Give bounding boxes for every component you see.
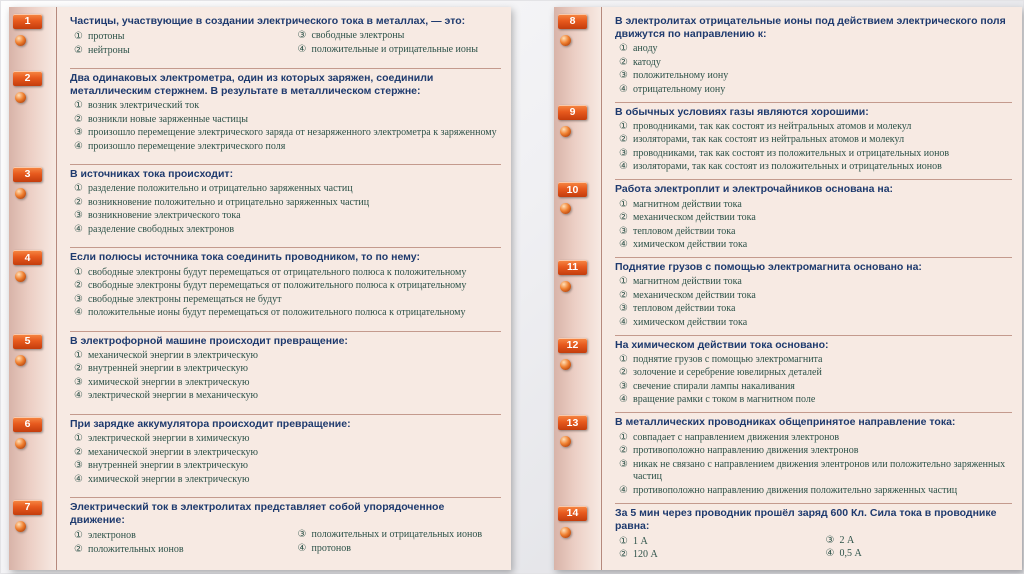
- option-text: 2 А: [839, 534, 855, 546]
- options-list: [615, 432, 1012, 498]
- question-title: За 5 мин через проводник прошёл заряд 600 Кл. Сила тока в проводнике равна:: [615, 506, 997, 532]
- answer-option: [70, 31, 278, 44]
- answer-option: [822, 535, 1013, 548]
- answer-option: [70, 447, 501, 460]
- option-text: разделение положительно и отрицательно заряженных частиц: [87, 183, 353, 195]
- bullet-sphere-icon: [560, 126, 571, 137]
- answer-option: [70, 377, 501, 390]
- question-number: 7: [24, 501, 31, 514]
- question-number: 12: [566, 339, 579, 352]
- option-number-icon: ④: [74, 223, 83, 235]
- option-number-icon: ③: [74, 293, 83, 305]
- option-number-icon: ②: [74, 280, 83, 291]
- question-number-badge: [13, 250, 42, 265]
- question-number: 9: [569, 106, 576, 119]
- answer-option: [615, 432, 1012, 445]
- answer-option: [615, 239, 1012, 252]
- answer-option: [70, 127, 501, 140]
- question-title: В металлических проводниках общепринятое направление тока:: [615, 416, 956, 429]
- option-number-icon: ③: [74, 460, 83, 471]
- option-text: положительных и отрицательных ионов: [311, 529, 483, 541]
- option-number-icon: ①: [619, 276, 628, 288]
- question-title: В обычных условиях газы являются хорошими:: [615, 105, 869, 118]
- answer-option: [615, 394, 1012, 407]
- option-number-icon: ④: [74, 473, 83, 485]
- option-number-icon: ①: [74, 349, 83, 361]
- question-block: [569, 12, 1012, 103]
- answer-option: [615, 57, 1012, 70]
- answer-option: [615, 445, 1012, 458]
- question-block: [24, 498, 501, 567]
- question-number-badge: [558, 260, 587, 275]
- question-block: [566, 180, 1012, 258]
- option-text: электрической энергии в механическую: [87, 390, 259, 402]
- option-number-icon: ③: [619, 458, 628, 470]
- option-number-icon: ④: [74, 390, 83, 402]
- option-number-icon: ①: [619, 120, 628, 132]
- option-number-icon: ④: [619, 239, 628, 251]
- question-number-badge: [13, 71, 42, 86]
- options-list: [615, 535, 1012, 563]
- options-list: [615, 276, 1012, 329]
- options-list: [70, 183, 501, 236]
- answer-option: [615, 226, 1012, 239]
- answer-option: [615, 199, 1012, 212]
- question-number-badge: [558, 105, 587, 120]
- question-number: 1: [24, 15, 31, 28]
- answer-option: [70, 350, 501, 363]
- option-number-icon: ④: [619, 316, 628, 328]
- question-title: Если полюсы источника тока соединить проводником, то по нему:: [70, 251, 421, 264]
- question-title: На химическом действии тока основано:: [615, 338, 829, 351]
- option-text: изоляторами, так как состоят из нейтральных атомов и молекул: [632, 134, 905, 146]
- option-text: положительные ионы будут перемещаться от положительного полюса к отрицательному: [87, 307, 466, 318]
- option-number-icon: ④: [825, 548, 835, 560]
- option-text: механическом действии тока: [632, 212, 756, 224]
- option-number-icon: ①: [74, 530, 83, 542]
- answer-option: [615, 549, 806, 562]
- option-text: положительному иону: [632, 70, 729, 82]
- option-text: произошло перемещение электрического поля: [87, 140, 286, 152]
- option-number-icon: ②: [619, 367, 628, 379]
- option-number-icon: ③: [619, 225, 628, 237]
- option-number-icon: ①: [619, 535, 628, 547]
- option-text: положительные и отрицательные ионы: [311, 43, 478, 55]
- question-block: [24, 165, 501, 248]
- question-title: В источниках тока происходит:: [70, 168, 234, 181]
- options-list: [615, 354, 1012, 407]
- option-text: свободные электроны будут перемещаться от отрицательного полюса к положительному: [87, 266, 467, 278]
- option-text: химической энергии в электрическую: [87, 473, 250, 485]
- bullet-sphere-icon: [560, 359, 571, 370]
- question-block: [24, 332, 501, 415]
- bullet-sphere-icon: [15, 92, 26, 103]
- option-number-icon: ④: [619, 394, 628, 406]
- option-number-icon: ④: [74, 307, 83, 318]
- option-text: аноду: [632, 43, 658, 55]
- options-list: [615, 43, 1012, 96]
- answer-option: [70, 544, 278, 557]
- option-text: произошло перемещение электрического заряда от незаряженного электрометра к заряженному: [87, 127, 497, 138]
- option-number-icon: ②: [74, 363, 83, 375]
- option-text: тепловом действии тока: [632, 225, 736, 237]
- answer-option: [70, 294, 501, 307]
- option-number-icon: ①: [74, 433, 83, 444]
- question-title: Электрический ток в электролитах представляет собой упорядоченное движение:: [70, 501, 445, 527]
- option-text: свободные электроны перемещаться не будут: [87, 293, 282, 305]
- option-text: протонов: [311, 542, 351, 554]
- answer-option: [70, 474, 501, 487]
- option-text: нейтроны: [87, 44, 130, 56]
- answer-option: [615, 276, 1012, 289]
- option-number-icon: ②: [619, 289, 628, 301]
- answer-option: [70, 460, 501, 473]
- bullet-sphere-icon: [15, 355, 26, 366]
- question-number-badge: [558, 182, 587, 197]
- option-text: катоду: [632, 56, 661, 68]
- option-number-icon: ④: [297, 542, 307, 554]
- option-number-icon: ①: [74, 183, 83, 195]
- answer-option: [615, 290, 1012, 303]
- answer-option: [615, 148, 1012, 161]
- question-number: 11: [566, 261, 579, 274]
- answer-option: [70, 183, 501, 196]
- option-number-icon: ④: [619, 484, 628, 496]
- answer-option: [70, 390, 501, 403]
- answer-option: [70, 45, 278, 58]
- question-number: 14: [566, 506, 579, 519]
- option-text: свободные электроны: [311, 30, 405, 42]
- options-list: [70, 267, 501, 320]
- option-number-icon: ④: [619, 161, 628, 173]
- option-text: 0,5 А: [839, 548, 862, 560]
- option-number-icon: ①: [74, 31, 83, 43]
- option-text: механической энергии в электрическую: [87, 349, 259, 361]
- option-text: никак не связано с направлением движения элентронов или положительно заряженных частиц: [632, 458, 1006, 483]
- option-text: внутренней энергии в электрическую: [87, 460, 249, 471]
- option-text: изоляторами, так как состоят из положительных и отрицательных ионов: [632, 161, 942, 173]
- option-text: вращение рамки с током в магнитном поле: [632, 394, 816, 406]
- option-number-icon: ②: [619, 549, 628, 561]
- answer-option: [70, 363, 501, 376]
- answer-option: [615, 134, 1012, 147]
- answer-option: [615, 367, 1012, 380]
- answer-option: [615, 212, 1012, 225]
- answer-option: [70, 210, 501, 223]
- bullet-sphere-icon: [15, 35, 26, 46]
- option-number-icon: ④: [619, 83, 628, 95]
- answer-option: [70, 224, 501, 237]
- option-text: возникновение электрического тока: [87, 210, 241, 222]
- bullet-sphere-icon: [560, 527, 571, 538]
- question-block: [566, 336, 1012, 414]
- option-number-icon: ②: [619, 445, 628, 457]
- answer-option: [294, 529, 502, 542]
- option-text: отрицательному иону: [632, 83, 726, 95]
- question-block: [24, 12, 501, 69]
- question-number-badge: [558, 506, 587, 521]
- option-text: внутренней энергии в электрическую: [87, 363, 249, 375]
- question-block: [24, 415, 501, 498]
- options-list: [70, 529, 501, 557]
- option-text: магнитном действии тока: [632, 276, 742, 288]
- option-text: совпадает с направлением движения электронов: [632, 431, 840, 443]
- answer-option: [615, 536, 806, 549]
- answer-option: [615, 84, 1012, 97]
- question-number-badge: [13, 334, 42, 349]
- right-question-panel: [554, 7, 1022, 570]
- option-text: 1 А: [632, 535, 648, 547]
- answer-option: [70, 267, 501, 280]
- option-number-icon: ①: [619, 353, 628, 365]
- options-list: [70, 30, 501, 58]
- option-number-icon: ③: [619, 303, 628, 315]
- option-text: химическом действии тока: [632, 316, 748, 328]
- answer-option: [615, 70, 1012, 83]
- question-number: 10: [566, 183, 579, 196]
- answer-option: [615, 161, 1012, 174]
- option-number-icon: ③: [74, 376, 83, 388]
- option-number-icon: ②: [619, 134, 628, 146]
- answer-option: [70, 530, 278, 543]
- option-number-icon: ③: [619, 380, 628, 392]
- question-title: В электролитах отрицательные ионы под действием электрического поля движутся по направлению к:: [615, 15, 1006, 41]
- answer-option: [294, 30, 502, 43]
- option-number-icon: ①: [619, 431, 628, 443]
- option-number-icon: ②: [619, 212, 628, 224]
- option-number-icon: ②: [74, 446, 83, 458]
- option-number-icon: ①: [74, 100, 83, 111]
- option-text: разделение свободных электронов: [87, 223, 235, 235]
- answer-option: [615, 43, 1012, 56]
- question-number: 4: [24, 251, 31, 264]
- answer-option: [615, 381, 1012, 394]
- question-number-badge: [13, 500, 42, 515]
- answer-option: [70, 280, 501, 293]
- left-question-panel: [9, 7, 511, 570]
- answer-option: [70, 114, 501, 127]
- option-number-icon: ③: [297, 529, 307, 541]
- answer-option: [294, 543, 502, 556]
- question-number-badge: [558, 415, 587, 430]
- option-text: 120 А: [632, 549, 658, 561]
- question-block: [566, 258, 1012, 336]
- option-text: свечение спирали лампы накаливания: [632, 380, 795, 392]
- question-number: 2: [24, 72, 31, 84]
- option-number-icon: ③: [74, 127, 83, 138]
- question-block: [569, 103, 1012, 181]
- question-title: Поднятие грузов с помощью электромагнита основано на:: [615, 261, 922, 274]
- option-number-icon: ③: [825, 534, 835, 546]
- question-title: Два одинаковых электрометра, один из которых заряжен, соединили металлическим стержнем. В результате в металлическом стержне:: [70, 71, 434, 97]
- option-text: электрической энергии в химическую: [87, 433, 250, 444]
- option-number-icon: ①: [619, 198, 628, 210]
- answer-option: [615, 303, 1012, 316]
- option-number-icon: ④: [297, 43, 307, 55]
- option-text: положительных ионов: [87, 543, 184, 555]
- options-list: [615, 199, 1012, 252]
- question-number-badge: [558, 338, 587, 353]
- option-text: золочение и серебрение ювелирных деталей: [632, 367, 822, 379]
- option-text: механическом действии тока: [632, 289, 756, 301]
- option-number-icon: ①: [619, 43, 628, 55]
- option-number-icon: ④: [74, 140, 83, 152]
- question-title: Работа электроплит и электрочайников основана на:: [615, 183, 894, 196]
- option-text: электронов: [87, 530, 136, 542]
- question-title: В электрофорной машине происходит превращение:: [70, 334, 348, 347]
- option-text: поднятие грузов с помощью электромагнита: [632, 353, 823, 365]
- question-number: 5: [24, 334, 31, 347]
- option-text: возникли новые заряженные частицы: [87, 113, 248, 125]
- answer-option: [70, 141, 501, 154]
- question-title: Частицы, участвующие в создании электрического тока в металлах, — это:: [70, 15, 466, 27]
- option-number-icon: ②: [74, 543, 83, 555]
- answer-option: [615, 459, 1012, 484]
- option-number-icon: ③: [619, 147, 628, 159]
- question-number-badge: [13, 417, 42, 432]
- question-block: [566, 504, 1012, 567]
- question-number: 13: [566, 416, 579, 429]
- question-block: [24, 69, 501, 165]
- answer-option: [615, 485, 1012, 498]
- answer-option: [615, 317, 1012, 330]
- option-number-icon: ②: [619, 56, 628, 68]
- answer-option: [70, 307, 501, 320]
- answer-option: [615, 354, 1012, 367]
- option-text: протоны: [87, 31, 125, 43]
- option-number-icon: ③: [619, 70, 628, 82]
- option-text: свободные электроны будут перемещаться от положительного полюса к отрицательному: [87, 280, 467, 291]
- question-list: [566, 7, 1022, 570]
- question-list: [24, 7, 511, 570]
- answer-option: [70, 433, 501, 446]
- option-text: химическом действии тока: [632, 239, 748, 251]
- question-number: 8: [569, 15, 576, 28]
- option-text: тепловом действии тока: [632, 303, 736, 315]
- option-text: механической энергии в электрическую: [87, 446, 259, 458]
- bullet-sphere-icon: [15, 438, 26, 449]
- option-number-icon: ②: [74, 44, 83, 56]
- question-number: 6: [24, 418, 31, 431]
- answer-option: [294, 44, 502, 57]
- answer-option: [822, 548, 1013, 561]
- option-text: проводниками, так как состоят из положительных и отрицательных ионов: [632, 147, 950, 159]
- panel-spine: [9, 7, 57, 570]
- option-number-icon: ③: [74, 210, 83, 222]
- question-number-badge: [558, 14, 587, 29]
- options-list: [70, 350, 501, 403]
- option-number-icon: ③: [297, 30, 307, 42]
- option-text: возник электрический ток: [87, 100, 200, 111]
- question-number: 3: [24, 168, 31, 181]
- bullet-sphere-icon: [560, 35, 571, 46]
- question-title: При зарядке аккумулятора происходит превращение:: [70, 417, 351, 430]
- answer-option: [615, 121, 1012, 134]
- option-text: возникновение положительно и отрицательно заряженных частиц: [87, 196, 370, 208]
- option-text: химической энергии в электрическую: [87, 376, 250, 388]
- answer-option: [70, 197, 501, 210]
- option-number-icon: ②: [74, 196, 83, 208]
- option-text: проводниками, так как состоят из нейтральных атомов и молекул: [632, 120, 912, 132]
- option-text: магнитном действии тока: [632, 198, 742, 210]
- option-number-icon: ②: [74, 113, 83, 125]
- answer-option: [70, 100, 501, 113]
- option-number-icon: ①: [74, 266, 83, 278]
- options-list: [70, 433, 501, 486]
- option-text: противоположно направлению движения электронов: [632, 445, 859, 457]
- question-block: [566, 413, 1012, 503]
- option-text: противоположно направлению движения положительно заряженных частиц: [632, 484, 958, 496]
- options-list: [70, 100, 501, 153]
- question-number-badge: [13, 14, 42, 29]
- question-number-badge: [13, 167, 42, 182]
- options-list: [615, 121, 1012, 174]
- question-block: [24, 248, 501, 331]
